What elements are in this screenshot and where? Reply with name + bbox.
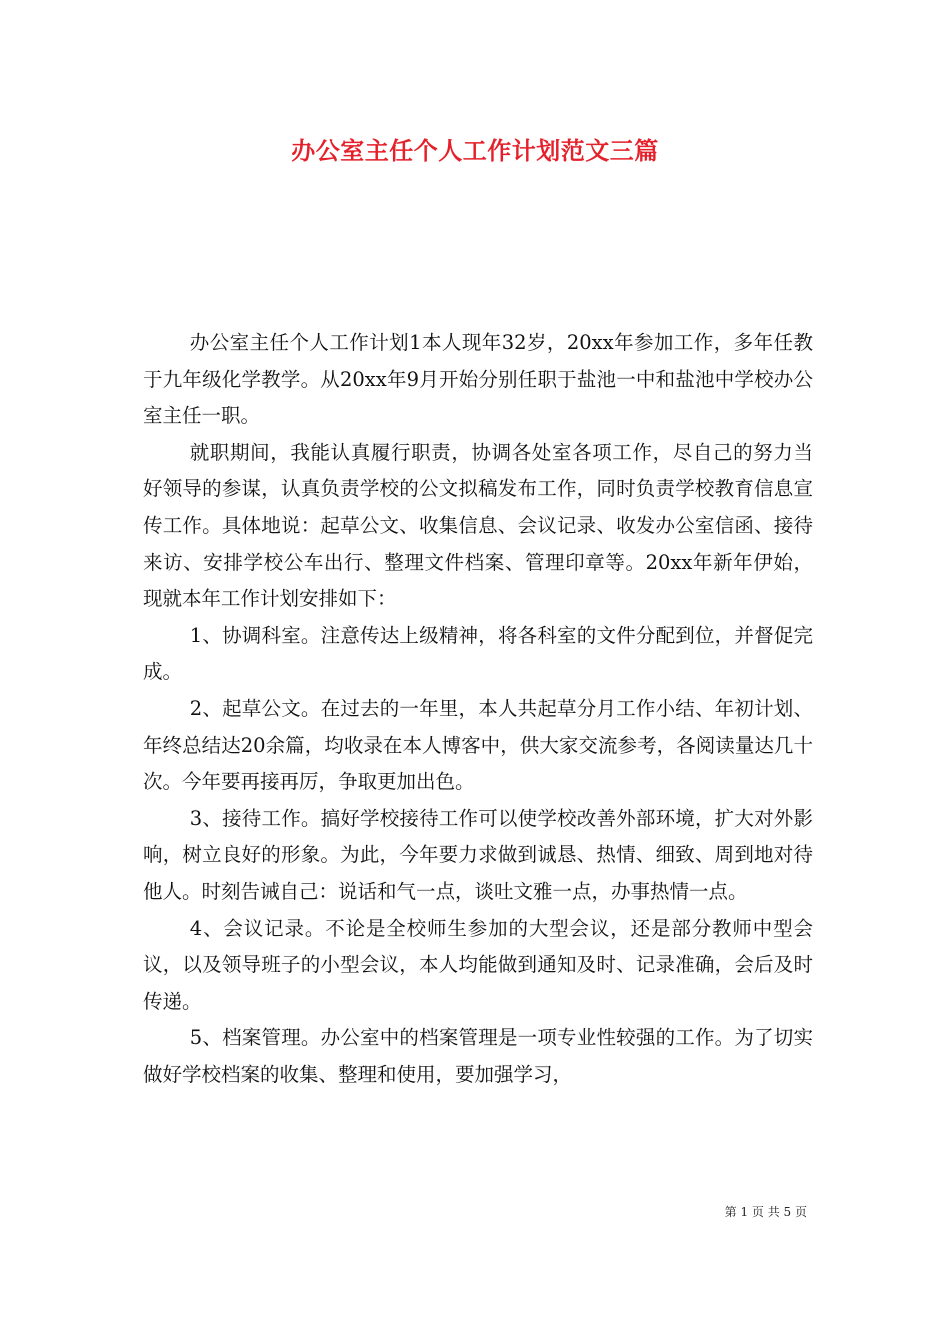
paragraph-item-5: 5、档案管理。办公室中的档案管理是一项专业性较强的工作。为了切实做好学校档案的收集、整理和使用，要加强学习， bbox=[143, 1026, 813, 1086]
paragraph-item-3: 3、接待工作。搞好学校接待工作可以使学校改善外部环境，扩大对外影响，树立良好的形象。为此，今年要力求做到诚恳、热情、细致、周到地对待他人。时刻告诫自己：说话和气一点，谈吐文雅一点，办事热情一点。 bbox=[143, 806, 813, 903]
paragraph-duties: 就职期间，我能认真履行职责，协调各处室各项工作，尽自己的努力当好领导的参谋，认真负责学校的公文拟稿发布工作，同时负责学校教育信息宣传工作。具体地说：起草公文、收集信息、会议记录、收发办公室信函、接待来访、安排学校公车出行、整理文件档案、管理印章等。20xx年新年伊始，现就本年工作计划安排如下： bbox=[143, 440, 813, 611]
page-number: 第 1 页 共 5 页 bbox=[724, 1205, 807, 1219]
document-body bbox=[143, 325, 813, 1093]
paragraph-item-1: 1、协调科室。注意传达上级精神，将各科室的文件分配到位，并督促完成。 bbox=[143, 623, 813, 684]
paragraph-item-4: 4、会议记录。不论是全校师生参加的大型会议，还是部分教师中型会议，以及领导班子的小型会议，本人均能做到通知及时、记录准确，会后及时传递。 bbox=[143, 916, 813, 1013]
document-title: 办公室主任个人工作计划范文三篇 bbox=[291, 136, 659, 165]
paragraph-intro: 办公室主任个人工作计划1本人现年32岁，20xx年参加工作，多年任教于九年级化学教学。从20xx年9月开始分别任职于盐池一中和盐池中学校办公室主任一职。 bbox=[143, 331, 813, 428]
paragraph-item-2: 2、起草公文。在过去的一年里，本人共起草分月工作小结、年初计划、年终总结达20余篇，均收录在本人博客中，供大家交流参考，各阅读量达几十次。今年要再接再厉，争取更加出色。 bbox=[143, 696, 813, 794]
